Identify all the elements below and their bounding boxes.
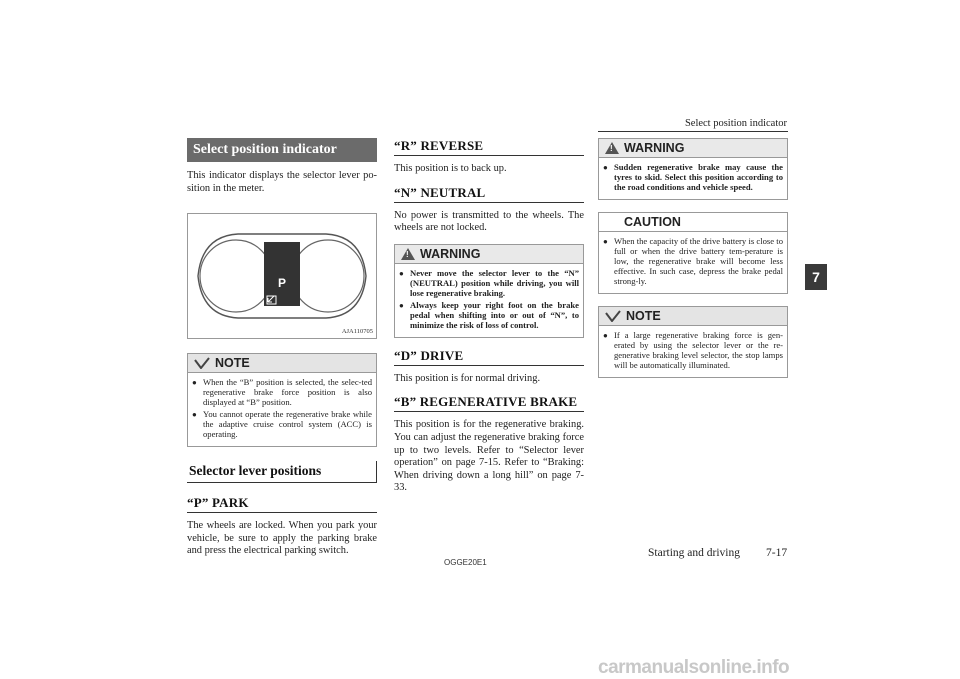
list-item: ● When the “B” position is selected, the selec-ted regenerative brake force position is also displayed at “B” position. <box>192 377 372 408</box>
caution-label: CAUTION <box>624 215 681 229</box>
warning-label: WARNING <box>624 141 685 155</box>
neutral-text: No power is transmitted to the wheels. The wheels are not locked. <box>394 209 584 234</box>
footer-chapter-title: Starting and driving <box>648 547 740 559</box>
bullet-icon: ● <box>603 237 608 246</box>
heading-drive: “D” DRIVE <box>394 348 584 366</box>
intro-text: This indicator displays the selector lever po-sition in the meter. <box>187 170 377 194</box>
column-left <box>187 138 377 558</box>
reverse-text: This position is to back up. <box>394 163 507 174</box>
regen-text: This position is for the regenerative braking. You can adjust the regenerative braking force up to two levels. Refer to “Selector lever operation” on page 7-15. Refer to “Braking: When driving down a long hill” on page 7-33. <box>394 419 584 494</box>
list-item: ● Always keep your right foot on the brake pedal when shifting into or out of “N”, to minimize the risk of loss of control. <box>399 299 579 330</box>
park-text: The wheels are locked. When you park your vehicle, be sure to apply the parking brake and press the electrical parking switch. <box>187 520 377 557</box>
column-middle <box>394 138 584 495</box>
section-title-select-position: Select position indicator <box>187 138 377 162</box>
bullet-icon: ● <box>192 378 197 388</box>
bullet-icon: ● <box>603 163 608 172</box>
warning-box-regen <box>598 138 788 200</box>
header-rule <box>598 131 788 132</box>
caution-box <box>598 212 788 294</box>
column-right <box>598 138 788 378</box>
document-code: OGGE20E1 <box>444 558 487 567</box>
page-number: 7-17 <box>766 547 788 559</box>
list-item: ● If a large regenerative braking force is gen-erated by using the selector lever or the re-generative braking level selector, the stop lamps will be automatically illuminated. <box>603 330 783 370</box>
note-pencil-icon <box>194 357 210 369</box>
heading-reverse: “R” REVERSE <box>394 138 584 156</box>
note-box-regen <box>598 306 788 378</box>
list-item: ● You cannot operate the regenerative brake while the adaptive cruise control system (ACC) is operating. <box>192 409 372 440</box>
warning-triangle-icon <box>605 142 619 154</box>
figure-caption: AJA110705 <box>341 328 373 336</box>
list-item: ● Sudden regenerative brake may cause the tyres to skid. Select this position according to the road conditions and vehicle speed. <box>603 162 783 192</box>
note-label: NOTE <box>215 356 250 371</box>
heading-regenerative: “B” REGENERATIVE BRAKE <box>394 394 584 412</box>
warning-label: WARNING <box>420 246 481 261</box>
meter-illustration <box>187 213 377 339</box>
heading-park: “P” PARK <box>187 495 377 513</box>
caution-triangle-icon <box>605 216 619 228</box>
warning-triangle-icon <box>401 248 415 260</box>
running-head: Select position indicator <box>684 118 787 129</box>
bullet-icon: ● <box>192 410 197 420</box>
drive-text: This position is for normal driving. <box>394 372 541 384</box>
gear-letter: P <box>277 276 287 291</box>
instrument-cluster-drawing <box>188 214 376 338</box>
list-item: ● Never move the selector lever to the “N” (NEUTRAL) position while driving, you will lose regenerative braking. <box>399 267 579 298</box>
list-item: ● When the capacity of the drive battery is close to full or when the drive battery tem-perature is low, the regenerative brake will become less effective. In such case, depress the brake pedal strong-ly. <box>603 236 783 286</box>
bullet-icon: ● <box>399 268 404 278</box>
note-label: NOTE <box>626 309 661 323</box>
bullet-icon: ● <box>399 300 404 310</box>
chapter-tab[interactable]: 7 <box>805 264 827 290</box>
note-pencil-icon <box>605 310 621 322</box>
note-box-indicator <box>187 353 377 447</box>
watermark: carmanualsonline.info <box>598 657 790 678</box>
section-title-selector-positions: Selector lever positions <box>187 461 377 483</box>
heading-neutral: “N” NEUTRAL <box>394 185 584 203</box>
bullet-icon: ● <box>603 331 608 340</box>
warning-box-neutral <box>394 244 584 338</box>
